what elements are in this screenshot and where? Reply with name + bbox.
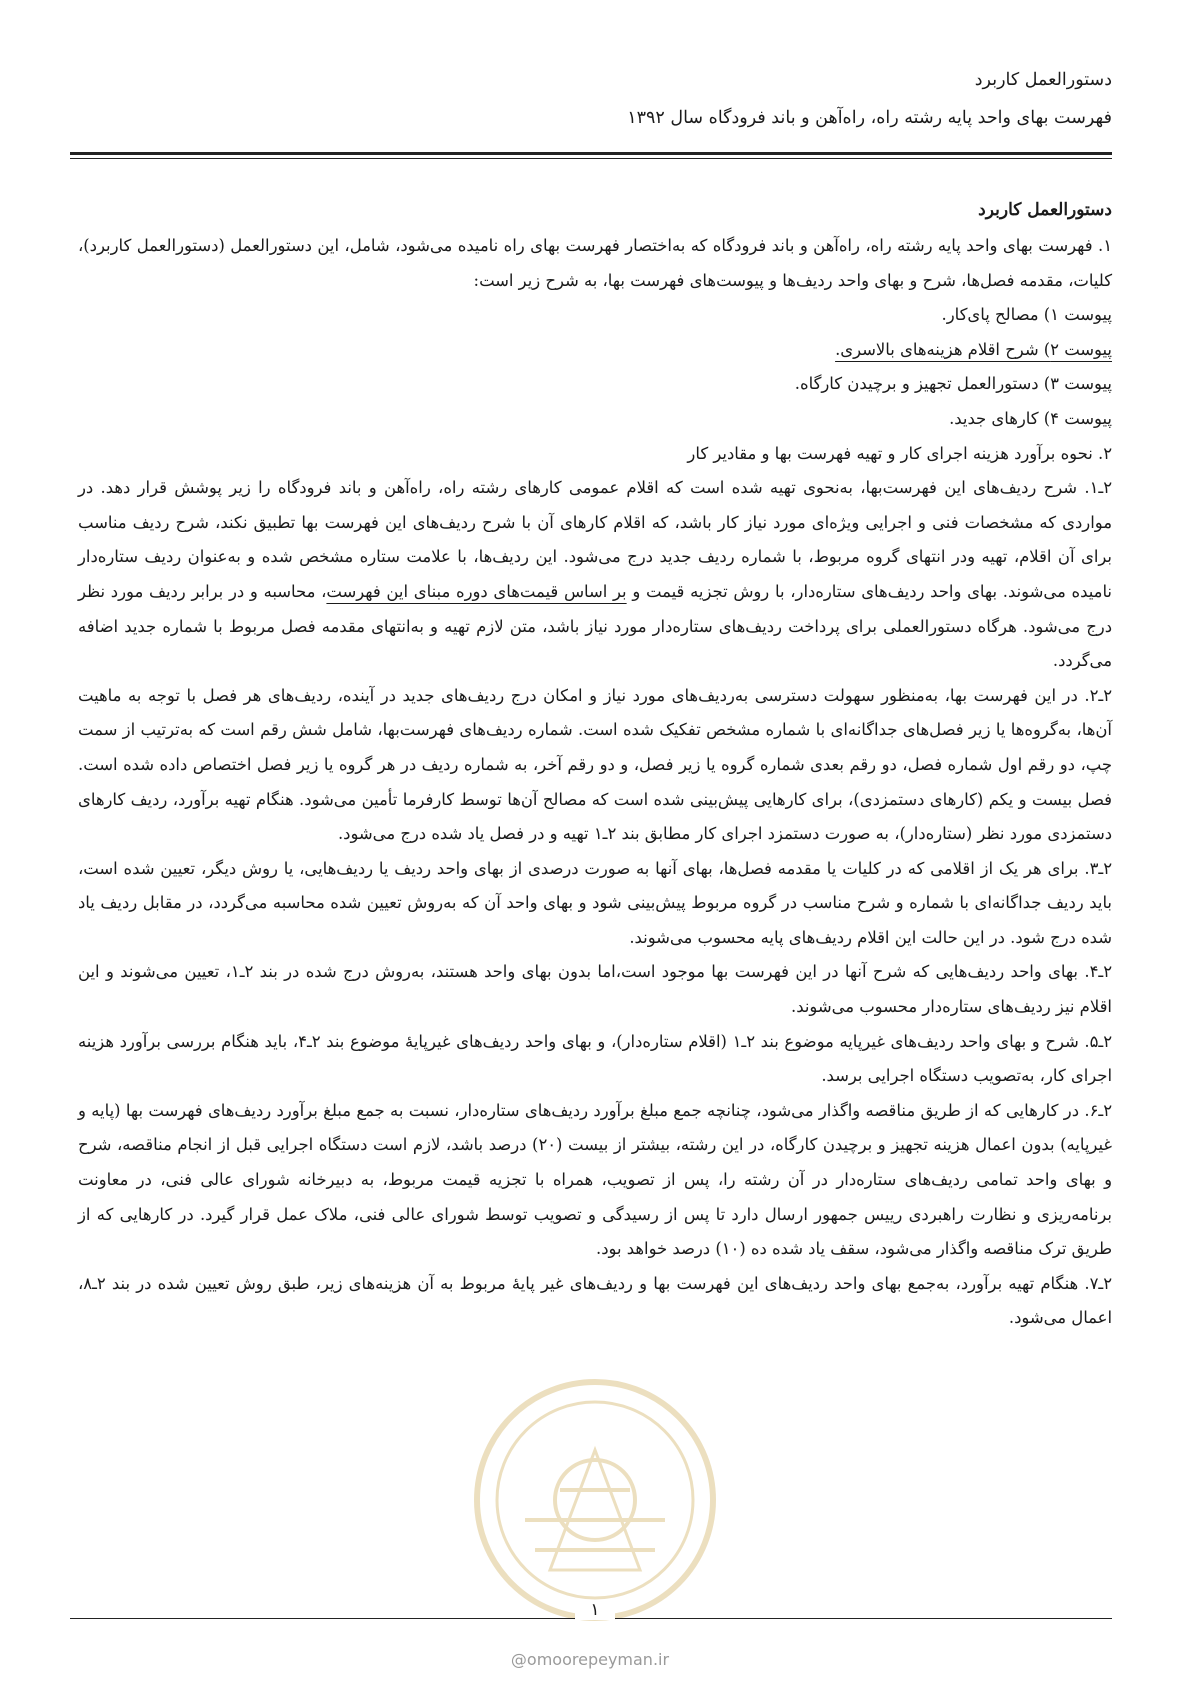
- annex-2-text: پیوست ۲) شرح اقلام هزینه‌های بالاسری.: [835, 339, 1112, 359]
- annex-4: پیوست ۴) کارهای جدید.: [949, 408, 1112, 428]
- section-title: دستورالعمل کاربرد: [978, 200, 1112, 220]
- paragraph-2-3: ۲ـ۳. برای هر یک از اقلامی که در کلیات یا مقدمه فصل‌ها، بهای آنها به صورت درصدی از بهای واحد ردیف یا ردیف‌هایی، یا روش دیگر، تعیین شده است، باید ردیف جداگانه‌ای با شماره و شرح مناسب در گروه مربوط پیش‌بینی شود و بهای واحد آن که به‌روش تعیین شده محاسبه می‌گردد، در مقابل ردیف یاد شده درج شود. در این حالت این اقلام ردیف‌های پایه محسوب می‌شوند.: [78, 858, 1112, 947]
- page-header: [78, 64, 1112, 134]
- paragraph-2: ۲. نحوه برآورد هزینه اجرای کار و تهیه فهرست بها و مقادیر کار: [687, 443, 1112, 463]
- paragraph-2-1-part-b: ، محاسبه و در برابر ردیف مورد نظر درج می‌شود. هرگاه دستورالعملی برای پرداخت ردیف‌های ستاره‌دار مورد نیاز باشد، متن لازم تهیه و به‌انتهای مقدمه فصل مربوط با شماره جدید اضافه می‌گردد.: [78, 581, 1112, 671]
- watermark-seal-icon: [465, 1370, 725, 1630]
- paragraph-2-6: ۲ـ۶. در کارهایی که از طریق مناقصه واگذار می‌شود، چنانچه جمع مبلغ برآورد ردیف‌های ستاره‌دار، نسبت به جمع مبلغ برآورد ردیف‌های فهرست بها (پایه و غیرپایه) بدون اعمال هزینه تجهیز و برچیدن کارگاه، در این رشته، بیشتر از بیست (۲۰) درصد باشد، لازم است دستگاه اجرایی قبل از انجام مناقصه، شرح و بهای واحد تمامی ردیف‌های ستاره‌دار در آن رشته را، پس از تصویب، همراه با تجزیه قیمت مربوط، به دبیرخانه شورای عالی فنی، در معاونت برنامه‌ریزی و نظارت راهبردی رییس جمهور ارسال دارد تا پس از رسیدگی و تصویب توسط شورای عالی فنی، ملاک عمل قرار گیرد. در کارهایی که از طریق ترک مناقصه واگذار می‌شود، سقف یاد شده ده (۱۰) درصد خواهد بود.: [78, 1100, 1112, 1259]
- header-rule-thick: [70, 152, 1112, 155]
- paragraph-2-5: ۲ـ۵. شرح و بهای واحد ردیف‌های غیرپایه موضوع بند ۲ـ۱ (اقلام ستاره‌دار)، و بهای واحد ردیف‌های غیرپایهٔ موضوع بند ۲ـ۴، باید هنگام بررسی برآورد هزینه اجرای کار، به‌تصویب دستگاه اجرایی برسد.: [78, 1031, 1113, 1086]
- paragraph-2-7: ۲ـ۷. هنگام تهیه برآورد، به‌جمع بهای واحد ردیف‌های این فهرست بها و ردیف‌های غیر پایهٔ مربوط به آن هزینه‌های زیر، طبق روش تعیین شده در بند ۲ـ۸، اعمال می‌شود.: [78, 1273, 1112, 1328]
- annex-1: پیوست ۱) مصالح پای‌کار.: [941, 305, 1112, 325]
- paragraph-2-1: [78, 471, 1112, 679]
- header-rule-thin: [70, 158, 1112, 159]
- header-doc-title: دستورالعمل کاربرد: [974, 70, 1112, 90]
- paragraph-2-1-part-a: ۲ـ۱. شرح ردیف‌های این فهرست‌بها، به‌نحوی تهیه شده است که اقلام عمومی کارهای رشته راه، راه‌آهن و باند فرودگاه را زیر پوشش قرار دهد. در مواردی که مشخصات فنی و اجرایی ویژه‌ای مورد نیاز کار باشد، که اقلام کارهای آن با شرح ردیف‌های این فهرست بها تطبیق نکند، شرح ردیف مناسب برای آن اقلام، تهیه ودر انتهای گروه مربوط، با شماره ردیف جدید درج می‌شود. این ردیف‌ها، با علامت ستاره مشخص شده و به‌عنوان ردیف ستاره‌دار نامیده می‌شوند. بهای واحد ردیف‌های ستاره‌دار، با روش تجزیه قیمت و: [78, 478, 1112, 601]
- page-number: ۱: [575, 1600, 615, 1620]
- paragraph-2-2: ۲ـ۲. در این فهرست بها، به‌منظور سهولت دسترسی به‌ردیف‌های مورد نیاز و امکان درج ردیف‌های جدید در آینده، ردیف‌های هر فصل با توجه به ماهیت آن‌ها، به‌گروه‌ها یا زیر فصل‌های جداگانه‌ای با شماره مشخص تفکیک شده است. شماره ردیف‌های فهرست‌بها، شامل شش رقم است که به‌ترتیب از سمت چپ، دو رقم اول شماره فصل، دو رقم بعدی شماره گروه یا زیر فصل، و دو رقم آخر، به شماره ردیف در هر گروه یا زیر فصل اختصاص داده شده است. فصل بیست و یکم (کارهای دستمزدی)، برای کارهایی پیش‌بینی شده است که مصالح آن‌ها توسط کارفرما تأمین می‌شود. هنگام تهیه برآورد، ردیف کارهای دستمزدی مورد نظر (ستاره‌دار)، به صورت دستمزد اجرای کار مطابق بند ۲ـ۱ تهیه و در فصل یاد شده درج می‌شود.: [78, 685, 1112, 844]
- header-subtitle: فهرست بهای واحد پایه رشته راه، راه‌آهن و باند فرودگاه سال ۱۳۹۲: [627, 108, 1112, 128]
- document-body: [78, 195, 1112, 1336]
- annex-2: [78, 333, 1112, 368]
- annex-3: پیوست ۳) دستورالعمل تجهیز و برچیدن کارگاه.: [794, 374, 1112, 394]
- paragraph-2-4: ۲ـ۴. بهای واحد ردیف‌هایی که شرح آنها در این فهرست بها موجود است،اما بدون بهای واحد هستند، به‌روش درج شده در بند ۲ـ۱، تعیین می‌شوند و این اقلام نیز ردیف‌های ستاره‌دار محسوب می‌شوند.: [78, 962, 1112, 1017]
- paragraph-2-1-underlined: بر اساس قیمت‌های دوره مبنای این فهرست: [326, 581, 627, 601]
- paragraph-1: ۱. فهرست بهای واحد پایه رشته راه، راه‌آهن و باند فرودگاه که به‌اختصار فهرست بهای راه نامیده می‌شود، شامل، این دستورالعمل (دستورالعمل کاربرد)، کلیات، مقدمه فصل‌ها، شرح و بهای واحد ردیف‌ها و پیوست‌های فهرست بها، به شرح زیر است:: [78, 236, 1112, 290]
- watermark-site: @omoorepeyman.ir: [510, 1650, 670, 1669]
